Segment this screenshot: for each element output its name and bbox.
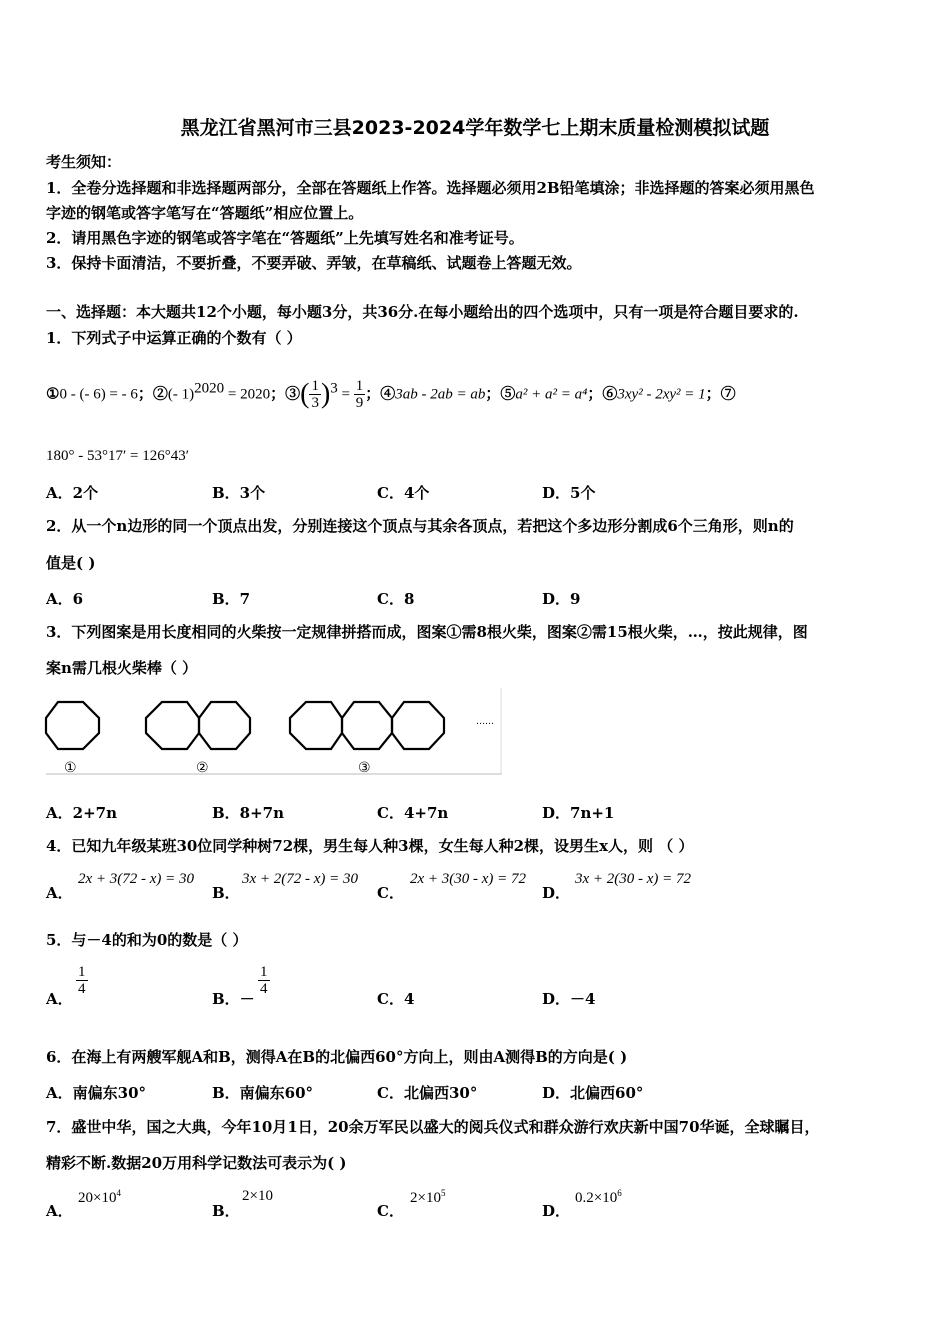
q1-expr: 3ab - 2ab = ab [395, 386, 486, 403]
q7-option-b-letter: B． [212, 1202, 240, 1220]
q1-fraction: $\frac{1}{3}$ [311, 378, 319, 411]
q2-option-a: A．6 [46, 590, 84, 608]
q2-stem: 值是( ) [46, 554, 96, 572]
q2-option-d: D．9 [542, 590, 581, 608]
q4-option-a-letter: A． [46, 884, 73, 902]
octagon [342, 702, 392, 749]
figure-dots: …… [476, 717, 494, 727]
q1-expr: 180° - 53°17′ = 126°43′ [46, 448, 190, 464]
q1-marker: ；⑤ [485, 384, 516, 403]
q4-option-b-letter: B． [212, 884, 240, 902]
q7-option-d-letter: D． [542, 1202, 571, 1220]
q6-stem: 6．在海上有两艘军舰A和B，测得A在B的北偏西60°方向上，则由A测得B的方向是( ) [46, 1048, 628, 1066]
q3-stem: 案n需几根火柴棒（ ） [46, 659, 198, 677]
figure-label: ① [64, 760, 77, 776]
matchstick-figure [44, 688, 504, 776]
q1-marker: ；⑦ [705, 384, 736, 403]
q1-fraction: $\frac{1}{9}$ [355, 378, 364, 411]
notice-item: 字迹的钢笔或答字笔写在“答题纸”相应位置上。 [46, 204, 364, 222]
q6-option-a: A．南偏东30° [46, 1084, 147, 1102]
notice-heading: 考生须知： [46, 153, 122, 171]
q3-option-a: A．2+7n [46, 804, 117, 822]
q7-option-a-expr: $20\times 10^4$ [78, 1188, 121, 1206]
q4-option-b-expr: 3x + 2(72 - x) = 30 [242, 871, 359, 887]
q5-option-a-fraction: $\frac{1}{4}$ [78, 964, 86, 997]
q2-option-c: C．8 [377, 590, 415, 608]
section-heading: 一、选择题：本大题共12个小题，每小题3分，共36分.在每小题给出的四个选项中，只有一项是符合题目要求的. [46, 303, 799, 321]
q3-stem: 3．下列图案是用长度相同的火柴按一定规律拼搭而成，图案①需8根火柴，图案②需15根火柴，…，按此规律，图 [46, 623, 808, 641]
q5-option-d: D．－4 [542, 990, 596, 1008]
matchstick-figure-svg [44, 688, 504, 776]
q1-marker: ① [46, 384, 60, 403]
q6-option-c: C．北偏西30° [377, 1084, 478, 1102]
q1-marker: ；③ [270, 384, 301, 403]
q1-option-b: B．3个 [212, 484, 266, 502]
page-title: 黑龙江省黑河市三县2023-2024学年数学七上期末质量检测模拟试题 [180, 117, 770, 139]
q1-option-d: D．5个 [542, 484, 596, 502]
figure-label: ② [196, 760, 209, 776]
q7-stem: 精彩不断.数据20万用科学记数法可表示为( ) [46, 1154, 347, 1172]
q4-option-c-letter: C． [377, 884, 404, 902]
q4-option-d-letter: D． [542, 884, 571, 902]
q2-option-b: B．7 [212, 590, 251, 608]
q1-stem: 1．下列式子中运算正确的个数有（ ） [46, 329, 302, 347]
q6-option-b: B．南偏东60° [212, 1084, 314, 1102]
q3-option-b: B．8+7n [212, 804, 285, 822]
q1-marker: ；② [137, 384, 168, 403]
q1-sup: 3 [330, 380, 338, 397]
q4-option-d-expr: 3x + 2(30 - x) = 72 [575, 871, 692, 887]
q1-option-c: C．4个 [377, 484, 430, 502]
q4-option-a-expr: 2x + 3(72 - x) = 30 [78, 871, 195, 887]
octagon [146, 702, 199, 749]
notice-item: 3．保持卡面清洁，不要折叠，不要弄破、弄皱，在草稿纸、试题卷上答题无效。 [46, 254, 582, 272]
q7-stem: 7．盛世中华，国之大典，今年10月1日，20余万军民以盛大的阅兵仪式和群众游行欢庆新中国70华诞，全球瞩目， [46, 1118, 820, 1136]
octagon [392, 702, 444, 749]
q1-expr: 3xy² - 2xy² = 1 [617, 386, 706, 403]
q7-option-c-expr: $2\times 10^5$ [410, 1188, 446, 1206]
notice-item: 2．请用黑色字迹的钢笔或答字笔在“答题纸”上先填写姓名和准考证号。 [46, 229, 524, 247]
octagon [290, 702, 342, 749]
octagon [199, 702, 250, 749]
q7-option-d-expr: $0.2\times 10^6$ [575, 1188, 622, 1206]
q1-expr: (- 1) [167, 386, 195, 403]
q1-expr: 0 - (- 6) = - 6 [59, 386, 138, 403]
q1-expressions: ①0 - (- 6) = - 6；②(- 1)$^{2020}$ = 2020；③( $\frac{1}{3}$ )$^3$ = $\frac{1}{9}$ ；④3ab - 2ab = ab；⑤a² + a² = a⁴；⑥3xy² - 2xy² = 1；⑦ [46, 378, 736, 411]
q4-option-c-expr: 2x + 3(30 - x) = 72 [410, 871, 527, 887]
q7-option-a-letter: A． [46, 1202, 73, 1220]
q1-expr: = [337, 386, 354, 403]
q5-option-b-letter: B．－ [212, 990, 255, 1008]
q5-option-b-fraction: $\frac{1}{4}$ [260, 964, 268, 997]
q1-option-a: A．2个 [46, 484, 99, 502]
q5-option-a-letter: A． [46, 990, 73, 1008]
octagon [46, 702, 99, 749]
q5-stem: 5．与－4的和为0的数是（ ） [46, 931, 248, 949]
q1-expr: = 2020 [224, 386, 271, 403]
q7-option-c-letter: C． [377, 1202, 404, 1220]
q7-option-b-expr: 2×10 [242, 1188, 273, 1204]
q5-option-c: C．4 [377, 990, 415, 1008]
q3-option-d: D．7n+1 [542, 804, 615, 822]
q1-expr: a² + a² = a⁴ [515, 386, 588, 403]
q3-option-c: C．4+7n [377, 804, 449, 822]
notice-item: 1．全卷分选择题和非选择题两部分，全部在答题纸上作答。选择题必须用2B铅笔填涂；非选择题的答案必须用黑色 [46, 179, 815, 197]
q1-marker: ；⑥ [587, 384, 618, 403]
figure-label: ③ [358, 760, 371, 776]
q1-marker: ；④ [365, 384, 396, 403]
q2-stem: 2．从一个n边形的同一个顶点出发，分别连接这个顶点与其余各顶点，若把这个多边形分割成6个三角形，则n的 [46, 517, 794, 535]
q6-option-d: D．北偏西60° [542, 1084, 644, 1102]
q1-sup: 2020 [194, 380, 225, 397]
q4-stem: 4．已知九年级某班30位同学种树72棵，男生每人种3棵，女生每人种2棵，设男生x人，则 （ ） [46, 837, 694, 855]
